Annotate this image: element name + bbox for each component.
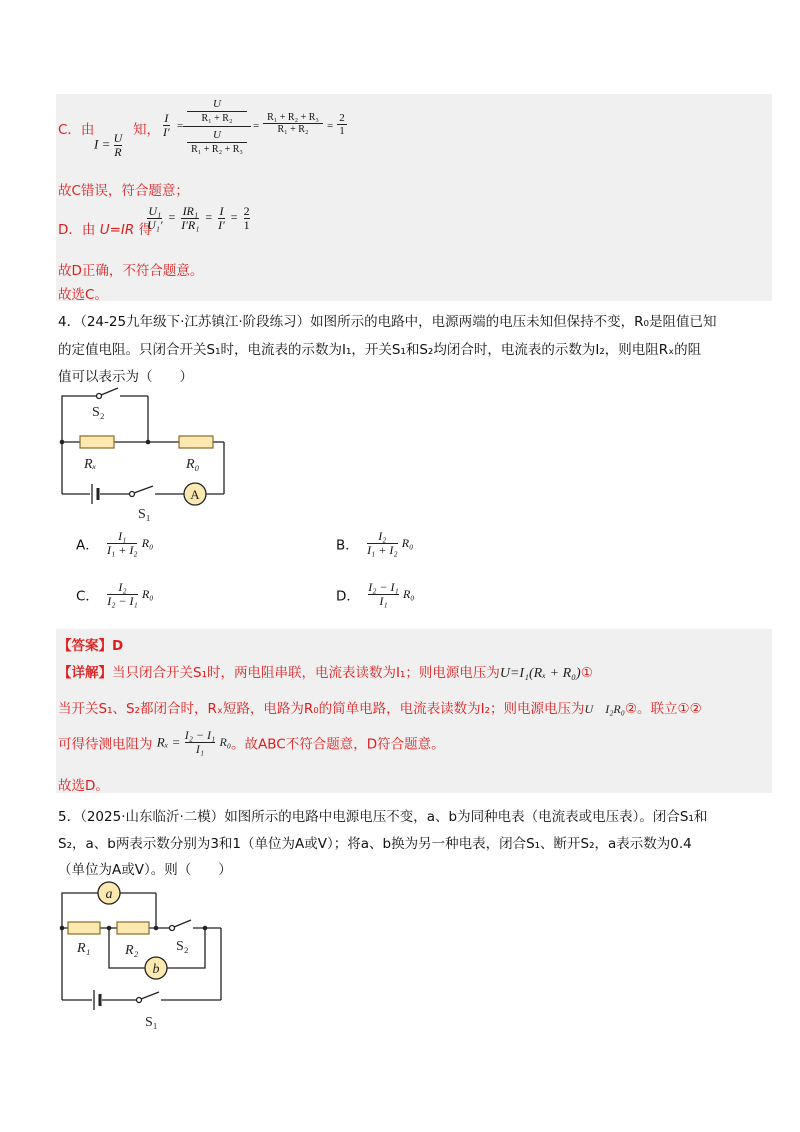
detail-tag: 【详解】 [58,665,112,681]
option-b-num: I₂ [378,529,387,543]
big-den-u: U [213,129,221,141]
option-d-explanation [58,218,152,238]
q4-text-1: （24-25九年级下·江苏镇江·阶段练习）如图所示的电路中，电源两端的电压未知但保持不变，R₀是阻值已知 [80,314,717,330]
option-b-label: B． [336,537,359,554]
option-a-label: A． [76,537,99,554]
d-f1-den: U₁′ [147,218,163,233]
ratio-lhs-num: I [164,111,169,125]
option-c-prefix: C．由 [58,122,95,138]
resistor-r0 [179,436,213,448]
meter-a-label: a [105,887,113,902]
option-d-den: I₁ [379,594,388,609]
detail3-r0: R₀ [219,735,232,750]
option-d-formula: $\frac{\text{U₁}}{\text{U₁′}}$ = $\frac{\text{IR₁}}{\text{I′R₁}}$ = $\frac{I}{I'}$ = $\frac{2}{1}$ [147,204,250,233]
ohm-law-formula: I = $\frac{U}{R}$ [94,131,123,160]
option-c-label: C． [76,588,99,605]
option-d-law: U=IR [99,222,135,238]
result-den: 1 [339,125,345,137]
option-c-den: I₂ − I₁ [107,594,138,609]
q4-number: 4． [58,314,81,330]
detail2-tail: ②。联立①② [624,701,702,717]
d-f3-den: I′ [218,218,225,233]
d-f1-num: U₁ [148,204,162,218]
detail1-tail: ① [580,665,593,681]
option-c-conclusion: 故C错误，符合题意； [58,183,189,199]
q3-final-answer: 故选C。 [58,287,108,303]
q4-line2: 的定值电阻。只闭合开关S₁时，电流表的示数为I₁，开关S₁和S₂均闭合时，电流表的示数为I₂，则电阻Rₓ的阻 [58,342,702,358]
option-c-tail: R₀ [141,587,154,602]
option-d-num: I₂ − I₁ [368,580,399,594]
q5-r2-label: R₂ [125,943,139,958]
q4-answer: 【答案】D [58,638,124,654]
detail3-lhs: Rₓ = [156,734,181,750]
q4-final-answer: 故选D。 [58,778,109,794]
d-f2-num: IR₁ [182,204,199,218]
q5-s1-label: S₁ [145,1015,158,1030]
option-d-tail: R₀ [402,587,415,602]
option-b-tail: R₀ [401,536,414,551]
q5-s2-label: S₂ [176,939,189,954]
mid-num: R₁ + R₂ + R₃ [267,112,319,123]
option-d-conclusion: 故D正确，不符合题意。 [58,263,204,279]
q5-line3: （单位为A或V）。则（ ） [58,862,232,878]
big-num-den: R₁ + R₂ [201,113,233,124]
option-d-de: 得 [138,222,153,238]
q4-option-c[interactable] [76,581,153,608]
detail3-den: I₁ [195,742,205,757]
detail3-post: 。故ABC不符合题意，D符合题意。 [231,736,445,753]
q4-s2-label: S₂ [92,405,105,420]
meter-b-label: b [152,962,160,977]
resistor-r2 [117,922,149,934]
detail1-text: 当只闭合开关S₁时，两电阻串联，电流表读数为I₁；则电源电压为 [112,665,500,681]
q5-line1 [58,805,707,825]
q4-rx-label: Rₓ [84,457,97,472]
resistor-r1 [68,922,100,934]
q5-r1-label: R₁ [77,941,91,956]
q4-r0-label: R₀ [186,457,200,472]
option-b-den: I₁ + I₂ [367,543,398,558]
q5-line2: S₂，a、b两表示数分别为3和1（单位为A或V）；将a、b换为另一种电表，闭合S₁、断开S₂，a表示数为0.4 [58,836,692,852]
q4-detail-line2 [58,697,702,717]
q4-option-a[interactable] [76,530,153,557]
q4-option-d[interactable] [336,581,414,608]
detail2-formula: U I₂R₀ [584,702,625,716]
q5-circuit-diagram [55,876,240,1036]
q4-circuit-diagram [52,384,242,522]
ratio-lhs-den: I′ [163,125,170,140]
q5-text-1: （2025·山东临沂·二模）如图所示的电路中电源电压不变，a、b为同种电表（电流表或电压表）。闭合S₁和 [80,809,708,825]
ammeter-label: A [190,487,200,502]
option-a-den: I₁ + I₂ [107,543,138,558]
option-d-label: D． [336,588,360,605]
q4-line3: 值可以表示为（ ） [58,369,193,385]
big-den-den: R₁ + R₂ + R₃ [191,144,243,155]
option-c-know: 知， [133,122,160,138]
d-f2-den: I′R₁ [181,218,200,233]
mid-den: R₁ + R₂ [277,124,309,135]
q4-s1-label: S₁ [138,507,151,522]
q4-line1 [58,310,716,330]
q4-detail-line1 [58,661,593,682]
detail3-pre: 可得待测电阻为 [58,736,153,753]
option-a-num: I₁ [118,529,127,543]
detail3-num: I₂ − I₁ [184,728,216,742]
d-f3-num: I [219,204,224,218]
detail2-text: 当开关S₁、S₂都闭合时，Rₓ短路，电路为R₀的简单电路，电流表读数为I₂；则电源电压为 [58,701,585,717]
option-c-num: I₂ [118,580,127,594]
d-f4-num: 2 [243,204,250,218]
q5-number: 5． [58,809,81,825]
detail1-formula: U=I₁(Rₓ + R₀) [499,666,581,681]
option-a-tail: R₀ [141,536,154,551]
big-num-u: U [213,98,221,110]
option-d-prefix: D．由 [58,222,96,238]
q4-detail-line3 [58,729,445,756]
resistor-rx [80,436,114,448]
option-c-explanation [58,118,94,138]
q4-option-b[interactable] [336,530,413,557]
d-f4-den: 1 [243,218,250,233]
result-num: 2 [339,112,345,124]
